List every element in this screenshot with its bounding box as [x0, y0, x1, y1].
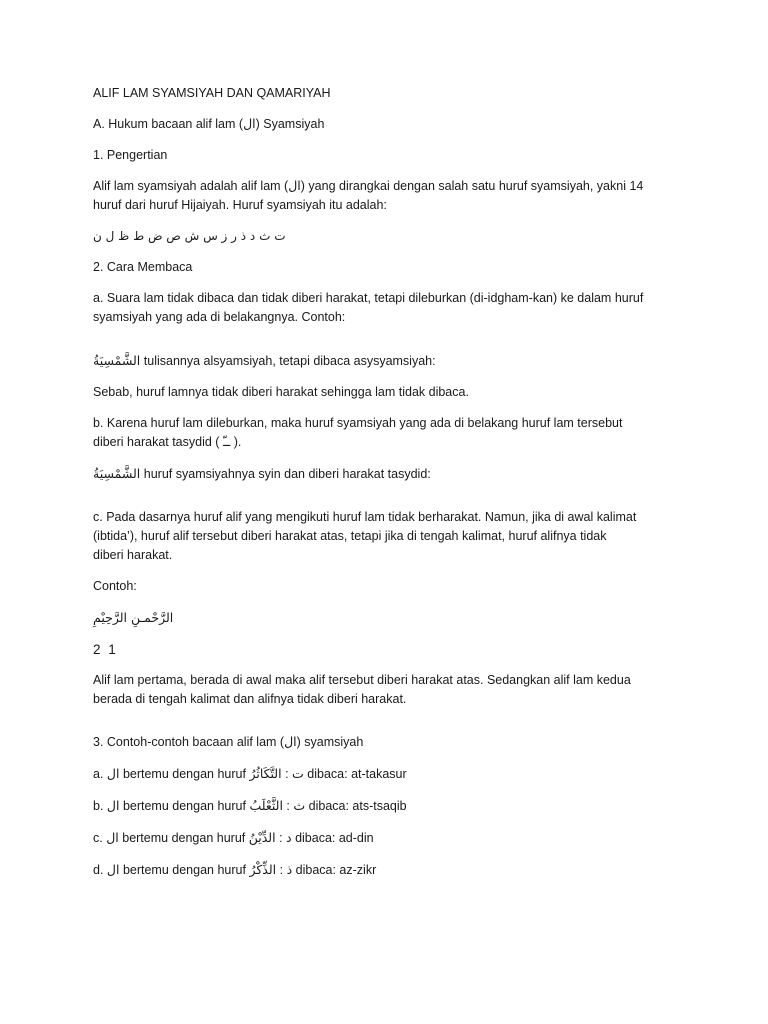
example-prefix: c. ال bertemu dengan huruf	[93, 831, 246, 845]
document-title: ALIF LAM SYAMSIYAH DAN QAMARIYAH	[93, 86, 331, 100]
example-suffix: dibaca: ad-din	[295, 831, 374, 845]
section-a-heading: A. Hukum bacaan alif lam (ال) Syamsiyah	[93, 117, 325, 131]
example-letter: : ت	[285, 767, 304, 781]
example-arabic: الشَّمْسِيَةُ	[93, 466, 141, 481]
example-arabic: الشَّمْسِيَةُ	[93, 353, 141, 368]
example-text: huruf syamsiyahnya syin dan diberi harakat tasydid:	[143, 467, 431, 481]
paragraph-line: Alif lam pertama, berada di awal maka alif tersebut diberi harakat atas. Sedangkan alif lam kedua	[93, 673, 631, 687]
example-suffix: dibaca: at-takasur	[307, 767, 407, 781]
paragraph-line: (ibtida’), huruf alif tersebut diberi harakat atas, tetapi jika di tengah kalimat, huruf alifnya tidak	[93, 529, 607, 543]
paragraph-cara-b	[93, 414, 693, 452]
example-suffix: dibaca: az-zikr	[295, 863, 377, 877]
example-letter: : ث	[286, 799, 306, 813]
paragraph-line: c. Pada dasarnya huruf alif yang mengikuti huruf lam tidak berharakat. Namun, jika di awal kalimat	[93, 510, 637, 524]
example-prefix: b. ال bertemu dengan huruf	[93, 799, 246, 813]
huruf-syamsiyah-list	[93, 227, 693, 246]
example-2	[93, 464, 693, 484]
paragraph-line: syamsiyah yang ada di belakangnya. Contoh:	[93, 310, 346, 324]
paragraph-cara-a	[93, 289, 693, 327]
huruf-list-text: ت ث د ذ ر ز س ش ص ض ط ظ ل ن	[93, 229, 286, 243]
example-arabic: الذِّكْرُ	[249, 862, 277, 877]
example-item	[93, 860, 693, 880]
example-prefix: d. ال bertemu dengan huruf	[93, 863, 246, 877]
example-text: tulisannya alsyamsiyah, tetapi dibaca asysyamsiyah:	[143, 354, 436, 368]
example-suffix: dibaca: ats-tsaqib	[308, 799, 407, 813]
document-page	[93, 84, 693, 892]
subheading-contoh-contoh: 3. Contoh-contoh bacaan alif lam (ال) syamsiyah	[93, 735, 364, 749]
paragraph-penjelasan	[93, 671, 693, 709]
example-arabic: الرَّحْمـنِ الرَّحِيْمِ	[93, 610, 174, 625]
example-letter: : ذ	[279, 863, 293, 877]
paragraph-line: diberi harakat tasydid ( ــّ ).	[93, 435, 242, 449]
example-arabic: التَّكَاثُرُ	[249, 766, 282, 781]
example-1	[93, 351, 693, 371]
paragraph-line: diberi harakat.	[93, 548, 173, 562]
paragraph-line: a. Suara lam tidak dibaca dan tidak diberi harakat, tetapi dileburkan (di-idgham-kan) ke dalam huruf	[93, 291, 644, 305]
paragraph-sebab: Sebab, huruf lamnya tidak diberi harakat sehingga lam tidak dibaca.	[93, 385, 469, 399]
paragraph-line: berada di tengah kalimat dan alifnya tidak diberi harakat.	[93, 692, 407, 706]
contoh-label: Contoh:	[93, 579, 137, 593]
example-item	[93, 828, 693, 848]
paragraph-line: Alif lam syamsiyah adalah alif lam (ال) yang dirangkai dengan salah satu huruf syamsiyah, yakni 14	[93, 179, 644, 193]
number-labels: 2 1	[93, 642, 118, 657]
subheading-pengertian: 1. Pengertian	[93, 148, 168, 162]
example-item	[93, 796, 693, 816]
example-3	[93, 608, 693, 628]
example-prefix: a. ال bertemu dengan huruf	[93, 767, 246, 781]
example-arabic: الدِّيْنُ	[248, 830, 276, 845]
example-arabic: الثَّعْلَبُ	[249, 798, 283, 813]
paragraph-line: b. Karena huruf lam dileburkan, maka huruf syamsiyah yang ada di belakang huruf lam tersebut	[93, 416, 623, 430]
paragraph-line: huruf dari huruf Hijaiyah. Huruf syamsiyah itu adalah:	[93, 198, 387, 212]
example-letter: : د	[279, 831, 292, 845]
paragraph-cara-c	[93, 508, 693, 565]
example-item	[93, 764, 693, 784]
subheading-cara-membaca: 2. Cara Membaca	[93, 260, 193, 274]
paragraph-pengertian	[93, 177, 693, 215]
